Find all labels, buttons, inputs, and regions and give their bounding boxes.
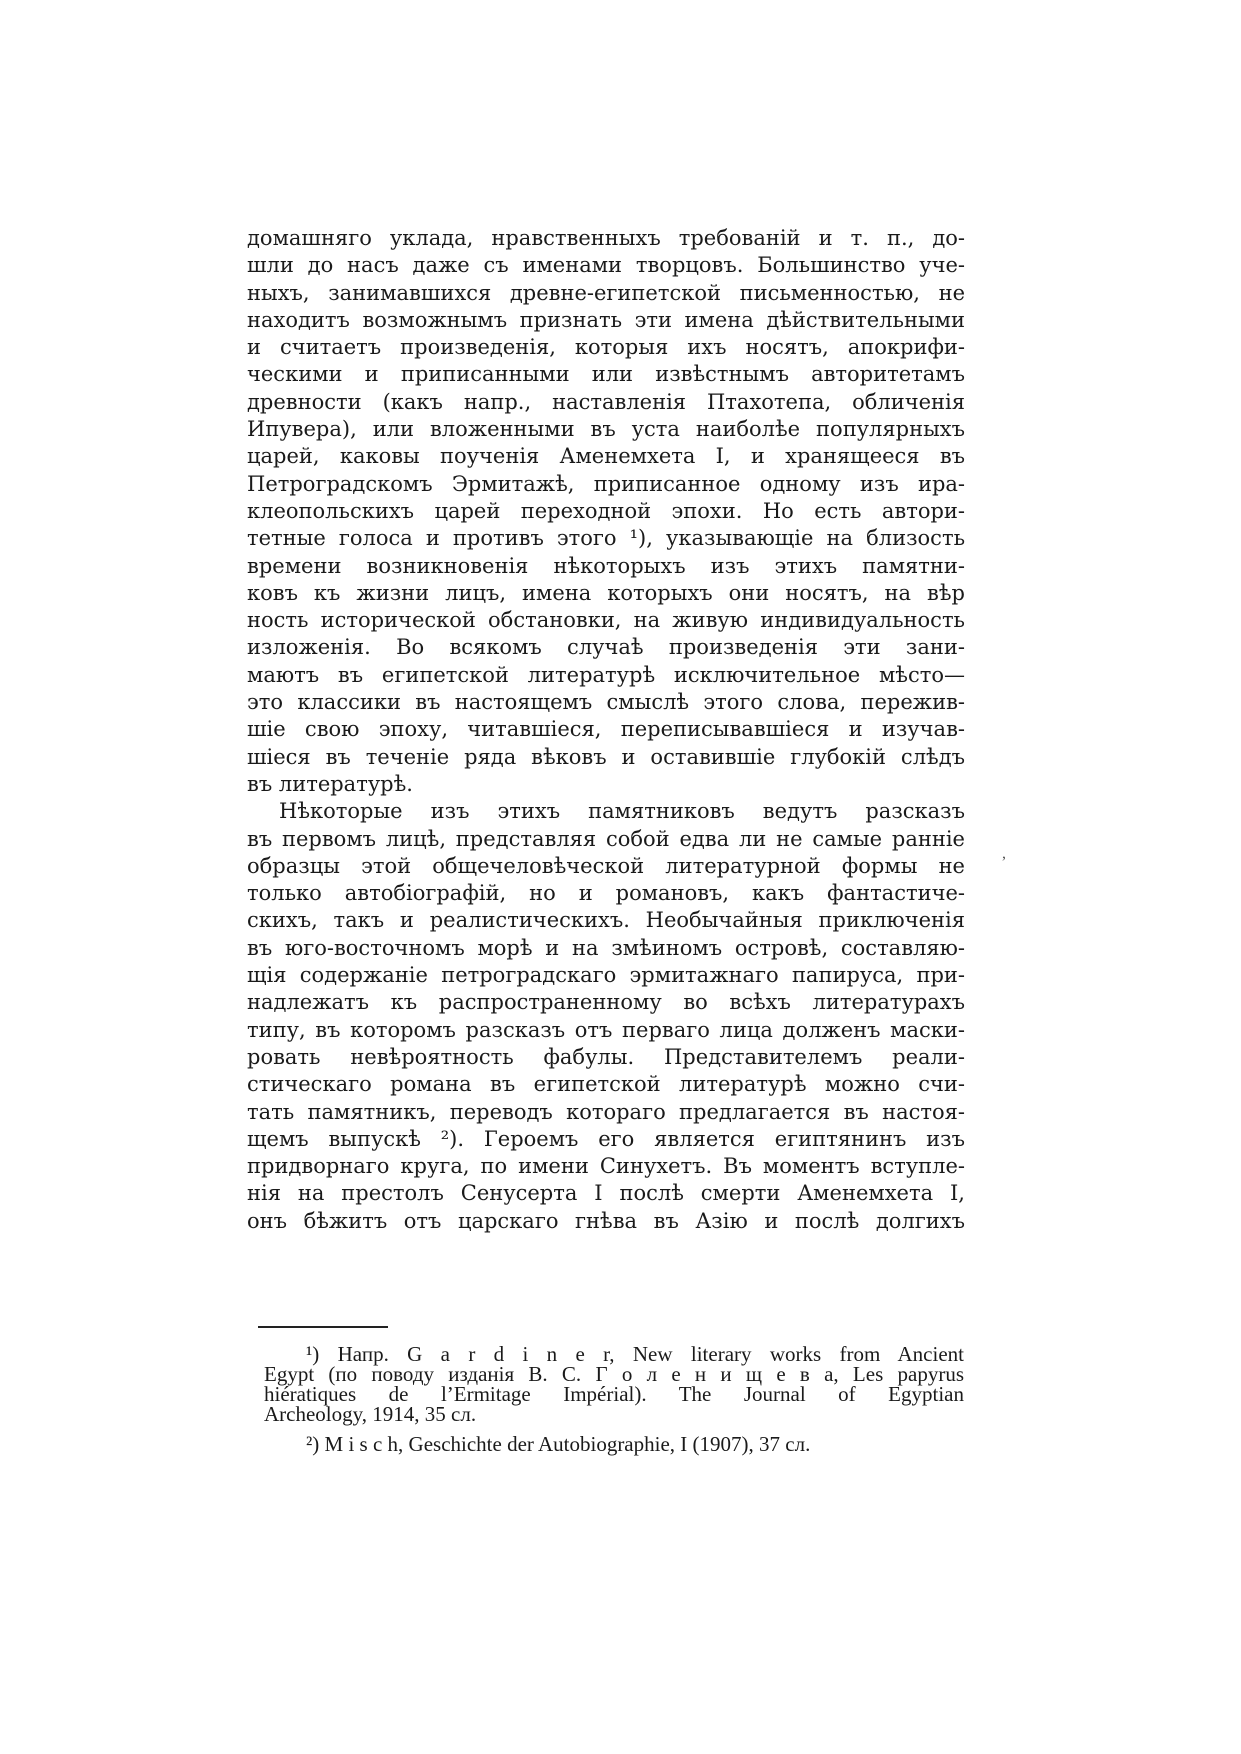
text-line: это классики въ настоящемъ смыслѣ этого слова, пережив- <box>247 690 965 715</box>
main-text <box>247 225 965 1235</box>
text-line: шiе свою эпоху, читавшiеся, переписывавшiеся и изучав- <box>247 717 965 742</box>
text-line: находитъ возможнымъ признать эти имена дѣйствительными <box>247 307 965 332</box>
footnote-line: ²) M i s c h, Geschichte der Autobiographie, I (1907), 37 сл. <box>306 1432 811 1456</box>
text-line: клеопольскихъ царей переходной эпохи. Но есть автори- <box>247 498 965 523</box>
footnotes <box>264 1344 964 1454</box>
text-line: типу, въ которомъ разсказъ отъ перваго лица долженъ маски- <box>247 1017 965 1042</box>
text-line: домашняго уклада, нравственныхъ требованiй и т. п., до- <box>247 226 965 250</box>
text-line: древности (какъ напр., наставленiя Птахотепа, обличенiя <box>247 389 965 414</box>
text-line: ровать невѣроятность фабулы. Представителемъ реали- <box>247 1044 965 1069</box>
text-line: щiя содержанiе петроградскаго эрмитажнаго папируса, при- <box>247 963 965 988</box>
text-line: въ первомъ лицѣ, представляя собой едва ли не самые раннiе <box>247 826 965 851</box>
text-line: тать памятникъ, переводъ котораго предлагается въ настоя- <box>247 1099 965 1124</box>
text-line: времени возникновенiя нѣкоторыхъ изъ этихъ памятни- <box>247 553 965 578</box>
text-line: царей, каковы поученiя Аменемхета I, и хранящееся въ <box>247 444 965 469</box>
text-line: въ литературѣ. <box>247 771 413 796</box>
text-line: ческими и приписанными или извѣстнымъ авторитетамъ <box>247 362 965 387</box>
text-line: надлежатъ къ распространенному во всѣхъ литературахъ <box>247 990 965 1015</box>
text-line: придворнаго круга, по имени Синухетъ. Въ моментъ вступле- <box>247 1154 965 1179</box>
text-line: ность исторической обстановки, на живую индивидуальность <box>247 608 965 633</box>
text-line: маютъ въ египетской литературѣ исключительное мѣсто— <box>247 662 965 687</box>
text-line: въ юго-восточномъ морѣ и на змѣиномъ островѣ, составляю- <box>247 935 965 960</box>
text-line: Петроградскомъ Эрмитажѣ, приписанное одному изъ ира- <box>247 471 965 496</box>
text-line: онъ бѣжитъ отъ царскаго гнѣва въ Азiю и послѣ долгихъ <box>247 1208 965 1233</box>
text-line: изложенiя. Во всякомъ случаѣ произведенiя эти зани- <box>247 635 965 660</box>
text-line: нiя на престолъ Сенусерта I послѣ смерти Аменемхета I, <box>247 1181 965 1206</box>
text-line: Нѣкоторые изъ этихъ памятниковъ ведутъ разсказъ <box>279 799 965 824</box>
footnote-line: ¹) Напр. G a r d i n e r, New literary works from Ancient <box>306 1342 964 1366</box>
margin-mark: , <box>1002 845 1006 862</box>
text-line: ныхъ, занимавшихся древне-египетской письменностью, не <box>247 280 965 305</box>
text-line: Ипувера), или вложенными въ уста наиболѣе популярныхъ <box>247 417 965 442</box>
text-line: только автобiографiй, но и романовъ, какъ фантастиче- <box>247 881 965 906</box>
text-line: шли до насъ даже съ именами творцовъ. Большинство уче- <box>247 253 965 278</box>
text-line: щемъ выпускѣ ²). Героемъ его является египтянинъ изъ <box>247 1126 965 1151</box>
text-line: ковъ къ жизни лицъ, имена которыхъ они носятъ, на вѣр <box>247 580 965 605</box>
text-line: скихъ, такъ и реалистическихъ. Необычайныя приключенiя <box>247 908 965 933</box>
footnote-line: Egypt (по поводу изданiя В. С. Г о л е н и щ е в а, Les papyrus <box>264 1362 964 1386</box>
text-line: и считаетъ произведенiя, которыя ихъ носятъ, апокрифи- <box>247 335 965 360</box>
text-line: шiеся въ теченiе ряда вѣковъ и оставившiе глубокiй слѣдъ <box>247 744 965 769</box>
text-line: образцы этой общечеловѣческой литературной формы не <box>247 853 965 878</box>
footnote-line: Archeology, 1914, 35 сл. <box>264 1402 477 1426</box>
text-line: тетные голоса и противъ этого ¹), указывающiе на близость <box>247 526 965 551</box>
text-line: стическаго романа въ египетской литературѣ можно счи- <box>247 1072 965 1097</box>
footnote-divider <box>258 1326 388 1328</box>
footnote-line: hiératiques de l’Ermitage Impérial). The Journal of Egyptian <box>264 1382 964 1406</box>
